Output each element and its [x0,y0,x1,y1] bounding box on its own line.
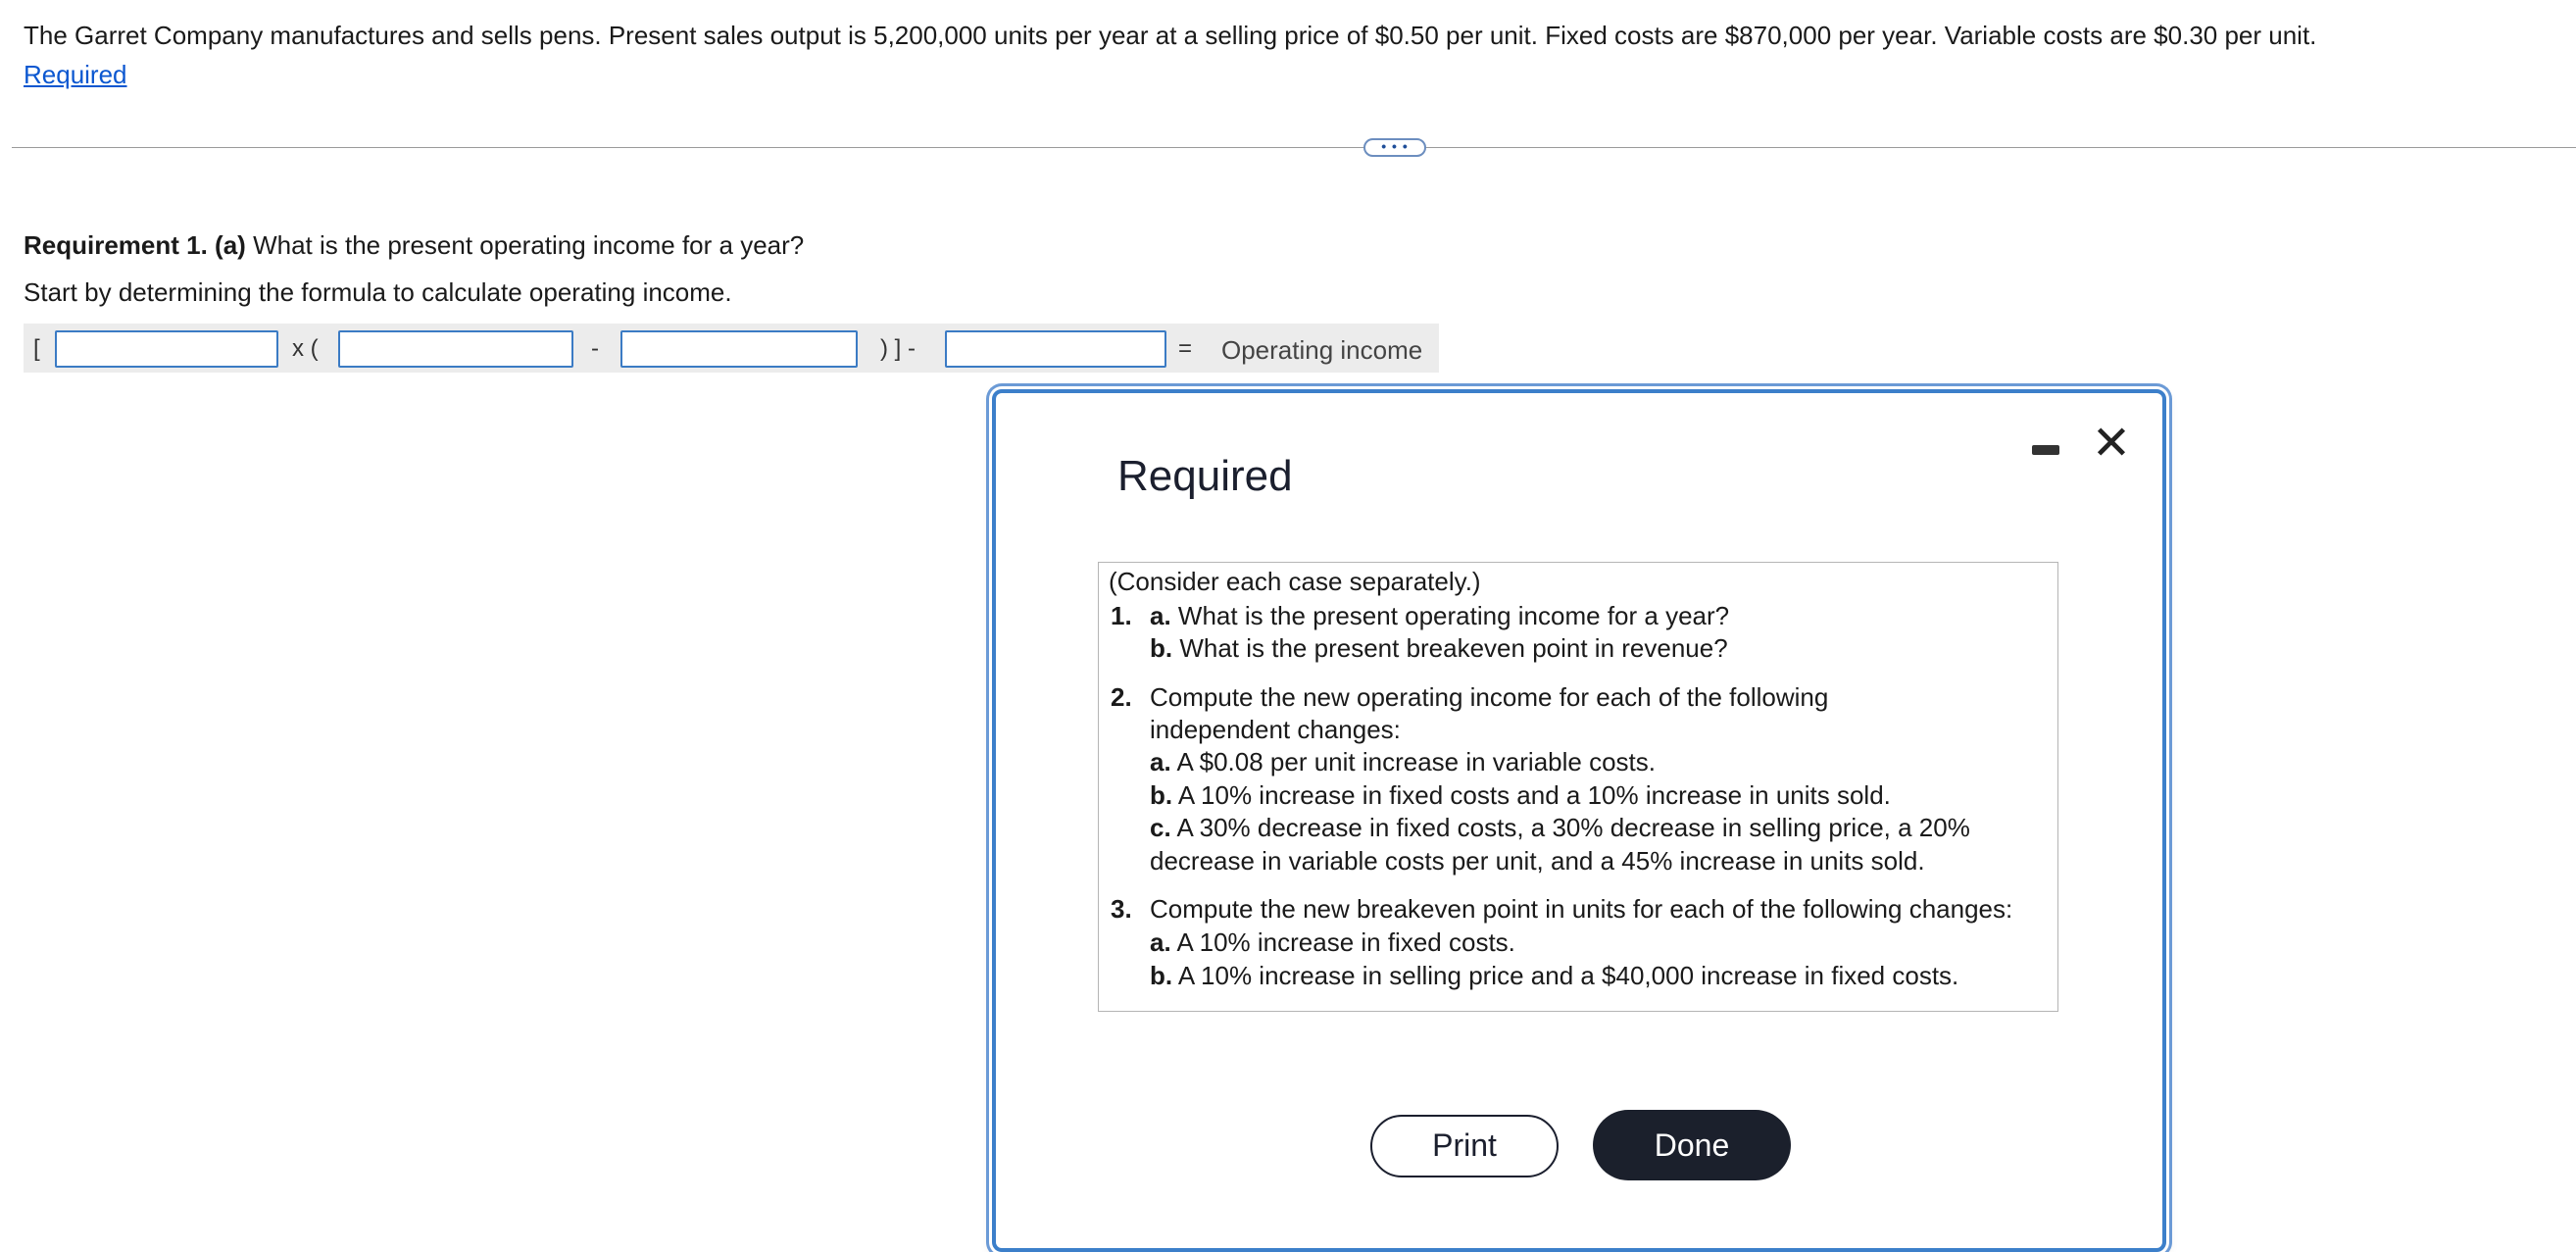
q2a-label: a. [1150,747,1171,776]
q2b-label: b. [1150,780,1173,810]
requirement-heading [24,229,804,261]
formula-input-3[interactable] [620,330,858,368]
q2c-text-2: decrease in variable costs per unit, and a 45% increase in units sold. [1150,846,1925,876]
formula-equals: = [1178,335,1193,362]
q1a-item [1150,600,1729,632]
q2c-label: c. [1150,813,1171,842]
q1-number: 1. [1111,601,1132,630]
q1a-label: a. [1150,601,1171,630]
q1b-item [1150,632,1728,665]
q3b-item [1150,960,1958,992]
requirement-question: What is the present operating income for a year? [253,230,805,260]
q1b-text: What is the present breakeven point in revenue? [1179,633,1728,663]
formula-input-1[interactable] [55,330,278,368]
q2a-text: A $0.08 per unit increase in variable costs. [1176,747,1656,776]
done-button[interactable]: Done [1593,1110,1791,1180]
q1a-text: What is the present operating income for a year? [1177,601,1730,630]
minimize-icon[interactable] [2032,445,2059,455]
section-divider [12,147,2576,148]
q3-text: Compute the new breakeven point in units for each of the following changes: [1150,894,2013,924]
q2-text-1: Compute the new operating income for each of the following [1150,682,1829,712]
q3a-item [1150,926,1515,959]
problem-statement: The Garret Company manufactures and sells pens. Present sales output is 5,200,000 units per year at a selling price of $0.50 per unit. Fixed costs are $870,000 per year. Variable costs are $0.30 per unit. [24,21,2317,50]
print-button[interactable]: Print [1370,1115,1559,1177]
instruction-text: Start by determining the formula to calculate operating income. [24,277,732,307]
required-link[interactable]: Required [24,60,127,89]
expand-button[interactable]: • • • [1363,138,1426,157]
formula-minus: - [591,335,599,362]
q2c-text-1: A 30% decrease in fixed costs, a 30% decrease in selling price, a 20% [1176,813,1970,842]
q2a-item [1150,746,1656,778]
formula-times-open: x ( [292,335,319,362]
q3a-text: A 10% increase in fixed costs. [1176,927,1515,957]
close-icon[interactable]: ✕ [2091,418,2132,470]
formula-open-bracket: [ [33,335,40,362]
formula-close-minus: ) ] - [880,335,916,362]
formula-input-2[interactable] [338,330,573,368]
q3a-label: a. [1150,927,1171,957]
q2b-item [1150,779,1891,812]
q3b-text: A 10% increase in selling price and a $40,000 increase in fixed costs. [1177,961,1959,990]
intro-text: (Consider each case separately.) [1109,567,1481,596]
q1b-label: b. [1150,633,1173,663]
q2c-item [1150,812,1970,844]
q3b-label: b. [1150,961,1173,990]
modal-title: Required [1117,452,1293,500]
q2-text-2: independent changes: [1150,715,1401,744]
requirements-list [1098,562,2058,1012]
q3-number: 3. [1111,894,1132,924]
requirement-label: Requirement 1. (a) [24,230,246,260]
formula-result-label: Operating income [1221,335,1423,365]
formula-input-4[interactable] [945,330,1166,368]
q2-number: 2. [1111,682,1132,712]
q2b-text: A 10% increase in fixed costs and a 10% increase in units sold. [1177,780,1891,810]
